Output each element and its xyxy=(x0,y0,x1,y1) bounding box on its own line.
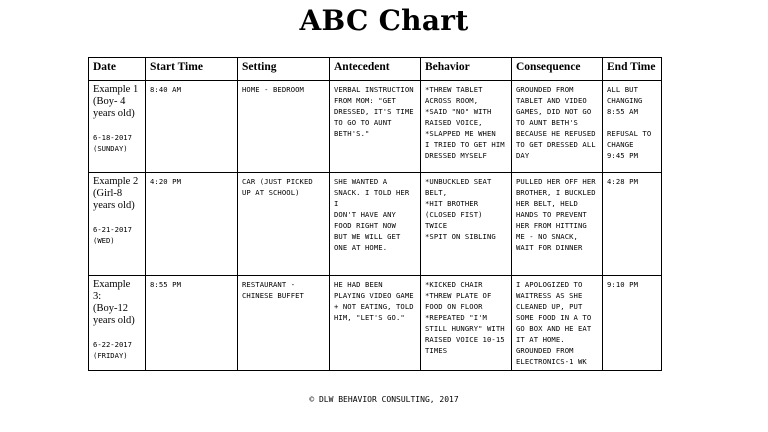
example-subject: (Boy-12 years old) xyxy=(93,303,135,326)
header-consequence: Consequence xyxy=(512,58,603,81)
date-cell xyxy=(89,276,146,371)
behavior: *THREW TABLET ACROSS ROOM, *SAID "NO" WITH RAISED VOICE, *SLAPPED ME WHEN I TRIED TO GET HIM DRESSED MYSELF xyxy=(425,85,505,160)
header-row xyxy=(89,58,662,81)
antecedent: HE HAD BEEN PLAYING VIDEO GAME + NOT EATING, TOLD HIM, "LET'S GO." xyxy=(334,280,414,322)
copyright-footer: © DLW BEHAVIOR CONSULTING, 2017 xyxy=(309,395,459,404)
example-date: 6-21-2017 (WED) xyxy=(93,225,132,245)
example-name: Example 2 xyxy=(93,176,139,187)
consequence: PULLED HER OFF HER BROTHER, I BUCKLED HER BELT, HELD HANDS TO PREVENT HER FROM HITTING ME - NO SNACK, WAIT FOR DINNER xyxy=(516,177,596,252)
consequence: GROUNDED FROM TABLET AND VIDEO GAMES, DID NOT GO TO AUNT BETH'S BECAUSE HE REFUSED TO GET DRESSED ALL DAY xyxy=(516,85,596,160)
example-name: Example 3: xyxy=(93,279,131,302)
behavior: *UNBUCKLED SEAT BELT, *HIT BROTHER (CLOSED FIST) TWICE *SPIT ON SIBLING xyxy=(425,177,496,241)
table-row xyxy=(89,276,662,371)
header-date: Date xyxy=(89,58,146,81)
example-subject: (Boy- 4 years old) xyxy=(93,96,135,119)
header-antecedent: Antecedent xyxy=(330,58,421,81)
setting: CAR (JUST PICKED UP AT SCHOOL) xyxy=(242,177,313,197)
header-setting: Setting xyxy=(238,58,330,81)
example-name: Example 1 xyxy=(93,84,139,95)
antecedent: SHE WANTED A SNACK. I TOLD HER I DON'T HAVE ANY FOOD RIGHT NOW BUT WE WILL GET ONE AT HOME. xyxy=(334,177,410,252)
date-cell xyxy=(89,81,146,173)
end-time: 9:10 PM xyxy=(607,280,638,289)
header-behavior: Behavior xyxy=(421,58,512,81)
example-date: 6-22-2017 (FRIDAY) xyxy=(93,340,132,360)
setting: RESTAURANT - CHINESE BUFFET xyxy=(242,280,304,300)
start-time: 8:55 PM xyxy=(150,280,181,289)
table-row xyxy=(89,81,662,173)
chart-title: ABC Chart xyxy=(299,4,469,37)
start-time: 8:40 AM xyxy=(150,85,181,94)
table-row xyxy=(89,173,662,276)
start-time: 4:20 PM xyxy=(150,177,181,186)
behavior: *KICKED CHAIR *THREW PLATE OF FOOD ON FLOOR *REPEATED "I'M STILL HUNGRY" WITH RAISED VOICE 10-15 TIMES xyxy=(425,280,505,355)
example-date: 6-18-2017 (SUNDAY) xyxy=(93,133,132,153)
abc-table xyxy=(88,57,662,371)
consequence: I APOLOGIZED TO WAITRESS AS SHE CLEANED UP, PUT SOME FOOD IN A TO GO BOX AND HE EAT IT AT HOME. GROUNDED FROM ELECTRONICS-1 WK xyxy=(516,280,592,366)
end-time: ALL BUT CHANGING 8:55 AM REFUSAL TO CHANGE 9:45 PM xyxy=(607,85,652,160)
header-start-time: Start Time xyxy=(146,58,238,81)
date-cell xyxy=(89,173,146,276)
end-time: 4:28 PM xyxy=(607,177,638,186)
header-end-time: End Time xyxy=(603,58,662,81)
antecedent: VERBAL INSTRUCTION FROM MOM: "GET DRESSED, IT'S TIME TO GO TO AUNT BETH'S." xyxy=(334,85,414,138)
example-subject: (Girl-8 years old) xyxy=(93,188,135,211)
setting: HOME - BEDROOM xyxy=(242,85,304,94)
